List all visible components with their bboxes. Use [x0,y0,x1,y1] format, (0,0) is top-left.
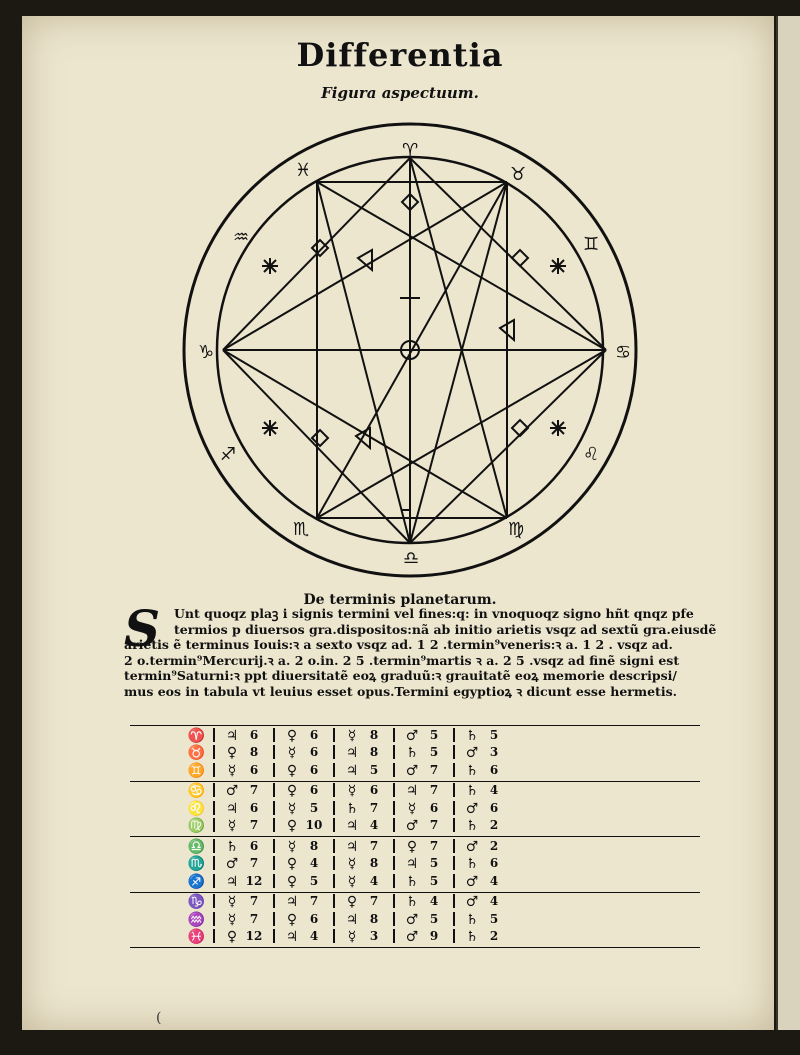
planet-symbol: ♂ [225,856,239,873]
term-cell [393,763,453,779]
term-cell [453,783,513,799]
term-cell [213,839,273,855]
degree-count: 5 [489,911,499,926]
table-group-rule [130,836,700,837]
degree-count: 6 [309,745,319,760]
planet-symbol: ♂ [405,727,419,744]
planet-symbol: ♃ [405,783,419,800]
column-divider [213,894,215,908]
degree-count: 7 [369,838,379,853]
degree-count: 12 [245,929,263,944]
term-cell [333,874,393,890]
degree-count: 3 [489,745,499,760]
term-cell [393,929,453,945]
degree-count: 8 [369,911,379,926]
term-cell [333,818,393,834]
term-cell [453,728,513,744]
term-cell [273,783,333,799]
body-line: termios p diuersos gra.dispositos:nã ab initio arietis vsqz ad sextũ gra.eiusdẽ [174,621,717,637]
term-cell [393,856,453,872]
column-divider [213,929,215,943]
term-cell [393,801,453,817]
table-row [130,929,725,947]
planet-symbol: ♃ [225,873,239,890]
column-divider [333,745,335,759]
column-divider [273,839,275,853]
column-divider [273,874,275,888]
sign-label-gemini: ♊ [583,234,600,255]
term-cell [333,763,393,779]
column-divider [333,929,335,943]
degree-count: 7 [429,838,439,853]
degree-count: 6 [369,783,379,798]
sign-cell: ♏ [187,856,205,873]
planet-symbol: ♃ [285,929,299,946]
term-cell [453,818,513,834]
degree-count: 7 [249,783,259,798]
column-divider [273,763,275,777]
table-row [130,911,725,929]
degree-count: 7 [309,894,319,909]
table-row [130,800,725,818]
sign-cell: ♋ [187,783,205,800]
term-cell [273,912,333,928]
term-cell [273,745,333,761]
sign-cell: ♎ [187,838,205,855]
degree-count: 7 [429,762,439,777]
column-divider [333,839,335,853]
term-cell [453,763,513,779]
term-cell [393,894,453,910]
planet-symbol: ♃ [405,856,419,873]
table-row [130,856,725,874]
term-cell [273,874,333,890]
sign-label-cancer: ♋ [615,342,632,363]
column-divider [453,856,455,870]
planet-symbol: ☿ [347,929,357,946]
planet-symbol: ♀ [286,856,298,873]
planet-symbol: ♃ [345,762,359,779]
term-cell [453,839,513,855]
column-divider [273,728,275,742]
column-divider [393,783,395,797]
degree-count: 5 [309,873,319,888]
table-row [130,783,725,801]
sign-label-libra: ♎ [403,548,420,569]
column-divider [333,874,335,888]
degree-count: 8 [369,727,379,742]
planet-symbol: ♀ [346,894,358,911]
sign-cell: ♒ [187,911,205,928]
term-cell [213,763,273,779]
planet-symbol: ☿ [347,873,357,890]
sign-cell: ♈ [187,727,205,744]
term-cell [333,801,393,817]
column-divider [453,912,455,926]
column-divider [393,728,395,742]
planet-symbol: ♂ [465,838,479,855]
column-divider [273,929,275,943]
degree-count: 8 [249,745,259,760]
degree-count: 8 [309,838,319,853]
table-row [130,873,725,891]
degree-count: 5 [369,762,379,777]
planet-symbol: ♂ [405,929,419,946]
term-cell [213,929,273,945]
degree-count: 6 [249,762,259,777]
term-cell [333,783,393,799]
column-divider [213,912,215,926]
table-row [130,762,725,780]
planet-symbol: ♄ [465,818,479,835]
column-divider [273,856,275,870]
column-divider [453,894,455,908]
body-line: arietis ẽ terminus Iouis:ꝛ a sexto vsqz ad. 1 2 .termin⁹veneris:ꝛ a. 1 2 . vsqz ad. [124,637,673,652]
degree-count: 5 [429,727,439,742]
term-cell [333,839,393,855]
planet-symbol: ☿ [227,894,237,911]
planet-symbol: ♀ [226,745,238,762]
degree-count: 6 [429,800,439,815]
planet-symbol: ♄ [465,783,479,800]
term-cell [213,818,273,834]
term-cell [333,912,393,928]
degree-count: 2 [489,929,499,944]
planet-symbol: ♃ [285,894,299,911]
column-divider [393,874,395,888]
column-divider [393,856,395,870]
body-line: termin⁹Saturni:ꝛ ppt diuersitatẽ eoꝝ graduũ:ꝛ grauitatẽ eoꝝ memorie descripsi/ [124,668,677,683]
sign-label-virgo: ♍ [508,519,525,540]
degree-count: 4 [429,894,439,909]
term-cell [393,912,453,928]
column-divider [453,839,455,853]
column-divider [393,839,395,853]
degree-count: 9 [429,929,439,944]
planet-symbol: ☿ [407,800,417,817]
drop-cap: S [124,599,161,658]
degree-count: 5 [429,911,439,926]
term-cell [213,856,273,872]
planet-symbol: ♀ [286,911,298,928]
planet-symbol: ☿ [287,800,297,817]
column-divider [333,912,335,926]
term-cell [393,745,453,761]
term-cell [453,874,513,890]
page-title: Differentia [296,36,504,74]
table-group-rule [130,892,700,893]
table-group-rule [130,725,700,726]
column-divider [393,912,395,926]
degree-count: 6 [249,727,259,742]
table-group-rule [130,781,700,782]
planet-symbol: ☿ [287,745,297,762]
column-divider [213,728,215,742]
sign-cell: ♊ [187,762,205,779]
term-cell [273,929,333,945]
column-divider [213,783,215,797]
column-divider [213,856,215,870]
terms-table [130,724,725,949]
term-cell [213,783,273,799]
planet-symbol: ☿ [347,856,357,873]
degree-count: 7 [429,818,439,833]
column-divider [213,763,215,777]
term-cell [213,801,273,817]
planet-symbol: ♀ [406,838,418,855]
sign-label-capricorn: ♑ [198,342,215,363]
column-divider [393,818,395,832]
sign-label-leo: ♌ [583,444,600,465]
column-divider [273,783,275,797]
column-divider [213,801,215,815]
planet-symbol: ♀ [286,727,298,744]
column-divider [333,728,335,742]
column-divider [393,894,395,908]
body-line: Unt quoqz plaꝫ i signis termini vel fines:q: in vnoquoqz signo hñt qnqz pfe [174,606,694,621]
planet-symbol: ♃ [345,838,359,855]
planet-symbol: ♄ [225,838,239,855]
degree-count: 5 [429,745,439,760]
column-divider [213,745,215,759]
degree-count: 7 [369,894,379,909]
degree-count: 6 [309,783,319,798]
term-cell [273,894,333,910]
sign-cell: ♑ [187,894,205,911]
planet-symbol: ♄ [405,745,419,762]
term-cell [453,856,513,872]
term-cell [273,728,333,744]
degree-count: 12 [245,873,263,888]
term-cell [213,728,273,744]
planet-symbol: ♄ [345,800,359,817]
planet-symbol: ♀ [286,818,298,835]
planet-symbol: ☿ [227,818,237,835]
planet-symbol: ♂ [465,800,479,817]
term-cell [453,801,513,817]
term-cell [273,856,333,872]
degree-count: 3 [369,929,379,944]
degree-count: 7 [429,783,439,798]
planet-symbol: ♄ [405,894,419,911]
column-divider [453,728,455,742]
planet-symbol: ♀ [286,762,298,779]
term-cell [453,929,513,945]
term-cell [333,856,393,872]
column-divider [453,874,455,888]
column-divider [453,801,455,815]
column-divider [213,874,215,888]
column-divider [273,894,275,908]
column-divider [393,929,395,943]
degree-count: 10 [305,818,323,833]
term-cell [453,912,513,928]
sign-label-taurus: ♉ [510,164,527,185]
term-cell [333,929,393,945]
term-cell [333,894,393,910]
figure-caption: Figura aspectuum. [321,84,479,102]
column-divider [393,763,395,777]
degree-count: 5 [489,727,499,742]
table-row [130,818,725,836]
degree-count: 6 [309,762,319,777]
term-cell [213,745,273,761]
planet-symbol: ♃ [225,800,239,817]
column-divider [333,783,335,797]
planet-symbol: ♂ [405,911,419,928]
planet-symbol: ♃ [345,818,359,835]
term-cell [333,745,393,761]
planet-symbol: ♀ [286,783,298,800]
degree-count: 6 [489,762,499,777]
body-line: 2 o.termin⁹Mercurij.ꝛ a. 2 o.in. 2 5 .termin⁹martis ꝛ a. 2 5 .vsqz ad finẽ signi est [124,652,680,668]
planet-symbol: ♂ [225,783,239,800]
degree-count: 6 [249,838,259,853]
planet-symbol: ♄ [465,762,479,779]
sign-cell: ♐ [187,873,205,890]
column-divider [333,894,335,908]
planet-symbol: ♄ [465,727,479,744]
adjacent-page-edge [776,16,800,1030]
term-cell [393,839,453,855]
degree-count: 8 [369,745,379,760]
planet-symbol: ♂ [465,894,479,911]
term-cell [273,839,333,855]
planet-symbol: ♂ [405,818,419,835]
term-cell [393,728,453,744]
planet-symbol: ☿ [227,762,237,779]
column-divider [453,929,455,943]
degree-count: 4 [369,873,379,888]
planet-symbol: ♀ [226,929,238,946]
degree-count: 5 [429,873,439,888]
term-cell [333,728,393,744]
table-row [130,894,725,912]
column-divider [393,801,395,815]
degree-count: 4 [489,894,499,909]
aspect-diagram [178,118,638,588]
planet-symbol: ☿ [287,838,297,855]
column-divider [453,818,455,832]
degree-count: 7 [249,911,259,926]
column-divider [333,818,335,832]
column-divider [213,839,215,853]
column-divider [453,763,455,777]
column-divider [273,912,275,926]
column-divider [393,745,395,759]
sign-cell: ♍ [187,818,205,835]
degree-count: 8 [369,856,379,871]
term-cell [273,763,333,779]
table-row [130,745,725,763]
term-cell [393,874,453,890]
margin-mark: ( [156,1010,162,1026]
degree-count: 7 [249,894,259,909]
sign-label-aquarius: ♒ [233,227,250,248]
term-cell [213,894,273,910]
planet-symbol: ♃ [225,727,239,744]
degree-count: 4 [309,929,319,944]
degree-count: 6 [489,800,499,815]
term-cell [393,783,453,799]
planet-symbol: ♄ [465,929,479,946]
column-divider [333,763,335,777]
planet-symbol: ♂ [405,762,419,779]
planet-symbol: ♃ [345,745,359,762]
table-row [130,727,725,745]
term-cell [213,912,273,928]
planet-symbol: ♄ [465,856,479,873]
planet-symbol: ♂ [465,873,479,890]
degree-count: 2 [489,838,499,853]
planet-symbol: ♃ [345,911,359,928]
degree-count: 4 [489,783,499,798]
degree-count: 4 [369,818,379,833]
sign-cell: ♉ [187,745,205,762]
sign-label-aries: ♈ [402,140,419,161]
degree-count: 6 [309,727,319,742]
term-cell [273,818,333,834]
degree-count: 7 [369,800,379,815]
column-divider [273,801,275,815]
column-divider [453,783,455,797]
column-divider [273,745,275,759]
sign-cell: ♓ [187,929,205,946]
degree-count: 4 [309,856,319,871]
degree-count: 7 [249,818,259,833]
sign-label-pisces: ♓ [295,160,312,181]
term-cell [453,894,513,910]
degree-count: 2 [489,818,499,833]
term-cell [273,801,333,817]
degree-count: 4 [489,873,499,888]
degree-count: 6 [309,911,319,926]
degree-count: 6 [249,800,259,815]
planet-symbol: ☿ [347,783,357,800]
column-divider [333,801,335,815]
sign-cell: ♌ [187,800,205,817]
planet-symbol: ♀ [286,873,298,890]
planet-symbol: ♄ [465,911,479,928]
degree-count: 7 [249,856,259,871]
sign-label-scorpio: ♏ [293,519,310,540]
degree-count: 6 [489,856,499,871]
term-cell [213,874,273,890]
column-divider [273,818,275,832]
planet-symbol: ☿ [227,911,237,928]
degree-count: 5 [429,856,439,871]
section-heading: De terminis planetarum. [303,592,497,608]
sign-label-sagittarius: ♐ [220,444,237,465]
term-cell [393,818,453,834]
column-divider [333,856,335,870]
planet-symbol: ☿ [347,727,357,744]
term-cell [453,745,513,761]
column-divider [213,818,215,832]
table-row [130,838,725,856]
degree-count: 5 [309,800,319,815]
table-group-rule [130,947,700,948]
column-divider [453,745,455,759]
planet-symbol: ♂ [465,745,479,762]
body-line: mus eos in tabula vt leuius esset opus.Termini egyptioꝝ ꝛ dicunt esse hermetis. [124,683,677,699]
planet-symbol: ♄ [405,873,419,890]
